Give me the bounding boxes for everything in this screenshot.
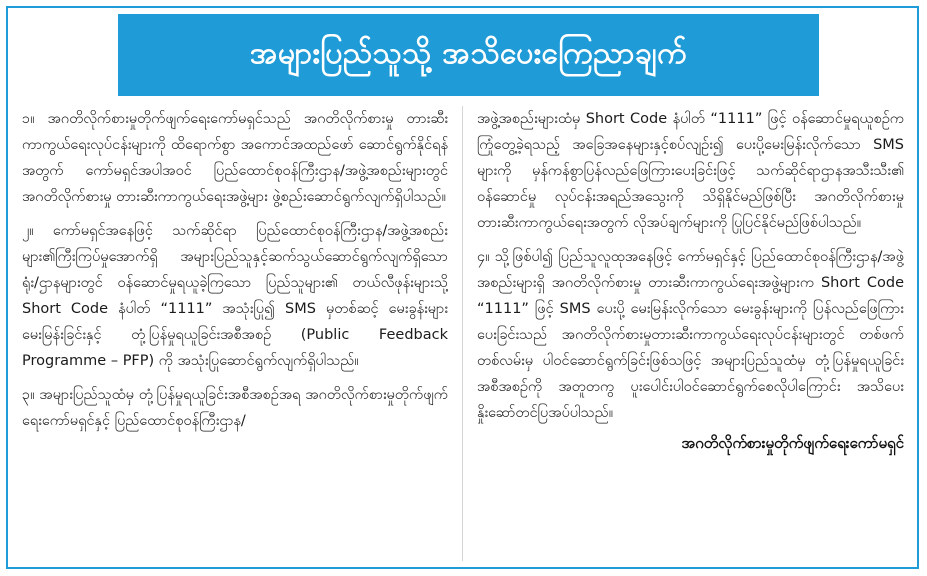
public-notice <box>6 6 919 569</box>
notice-title: အများပြည်သူသို့ အသိပေးကြေညာချက် <box>118 14 819 96</box>
paragraph-3: ၃။ အများပြည်သူထံမှ တုံ့ပြန်မှုရယူခြင်းအစီအစဉ်အရ အဂတိလိုက်စားမှုတိုက်ဖျက်ရေးကော်မရှင်နှင့် ပြည်ထောင်စုဝန်ကြီးဌာန/ <box>22 387 448 429</box>
paragraph-2: ၂။ ကော်မရှင်အနေဖြင့် သက်ဆိုင်ရာ ပြည်ထောင်စုဝန်ကြီးဌာန/အဖွဲ့အစည်းများ၏ကြီးကြပ်မှုအောက်ရှိ အများပြည်သူနှင့်ဆက်သွယ်ဆောင်ရွက်လျက်ရှိသော ရုံး/ဌာနများတွင် ဝန်ဆောင်မှုရယူခဲ့ကြသော ပြည်သူများ၏ တယ်လီဖုန်းများသို့ Short Code နံပါတ် “1111” အသုံးပြု၍ SMS မှတစ်ဆင့် မေးခွန်းများမေးမြန်းခြင်းနှင့် တုံ့ပြန်မှုရယူခြင်းအစီအစဉ် (Public Feedback Programme – PFP) ကို အသုံးပြုဆောင်ရွက်လျက်ရှိပါသည်။ <box>22 223 448 369</box>
paragraph-3-continued: အဖွဲ့အစည်းများထံမှ Short Code နံပါတ် “1111” ဖြင့် ဝန်ဆောင်မှုရယူစဉ်က ကြုံတွေ့ခဲ့ရသည့် အခြေအနေများနှင့်စပ်လျဉ်း၍ ပေးပို့မေးမြန်းလိုက်သော SMS များကို မှန်ကန်စွာပြန်လည်ဖြေကြားပေးခြင်းဖြင့် သက်ဆိုင်ရာဌာနအသီးသီး၏ ဝန်ဆောင်မှု လုပ်ငန်းအရည်အသွေးကို သိရှိနိုင်မည်ဖြစ်ပြီး အဂတိလိုက်စားမှု တားဆီးကာကွယ်ရေးအတွက် လိုအပ်ချက်များကို ပြုပြင်နိုင်မည်ဖြစ်ပါသည်။ <box>477 111 904 231</box>
right-column <box>463 106 904 561</box>
notice-body <box>22 106 905 561</box>
paragraph-1: ၁။ အဂတိလိုက်စားမှုတိုက်ဖျက်ရေးကော်မရှင်သည် အဂတိလိုက်စားမှု တားဆီးကာကွယ်ရေးလုပ်ငန်းများကို ထိရောက်စွာ အကောင်အထည်ဖော် ဆောင်ရွက်နိုင်ရန်အတွက် ကော်မရှင်အပါအဝင် ပြည်ထောင်စုဝန်ကြီးဌာန/အဖွဲ့အစည်းများတွင် အဂတိလိုက်စားမှု တားဆီးကာကွယ်ရေးအဖွဲ့များ ဖွဲ့စည်းဆောင်ရွက်လျက်ရှိပါသည်။ <box>22 111 448 205</box>
issuer-signature: အဂတိလိုက်စားမှုတိုက်ဖျက်ရေးကော်မရှင် <box>681 434 904 452</box>
left-column <box>22 106 463 561</box>
paragraph-4: ၄။ သို့ဖြစ်ပါ၍ ပြည်သူလူထုအနေဖြင့် ကော်မရှင်နှင့် ပြည်ထောင်စုဝန်ကြီးဌာန/အဖွဲ့အစည်းများရှိ အဂတိလိုက်စားမှု တားဆီးကာကွယ်ရေးအဖွဲ့များက Short Code “1111” ဖြင့် SMS ပေးပို့ မေးမြန်းလိုက်သော မေးခွန်းများကို ပြန်လည်ဖြေကြားပေးခြင်းသည် အဂတိလိုက်စားမှုတားဆီးကာကွယ်ရေးလုပ်ငန်းများတွင် တစ်ဖက်တစ်လမ်းမှ ပါဝင်ဆောင်ရွက်ခြင်းဖြစ်သဖြင့် အများပြည်သူထံမှ တုံ့ပြန်မှုရယူခြင်း အစီအစဉ်ကို အတူတကွ ပူးပေါင်းပါဝင်ဆောင်ရွက်စေလိုပါကြောင်း အသိပေးနှိုးဆော်တင်ပြအပ်ပါသည်။ <box>477 249 904 421</box>
